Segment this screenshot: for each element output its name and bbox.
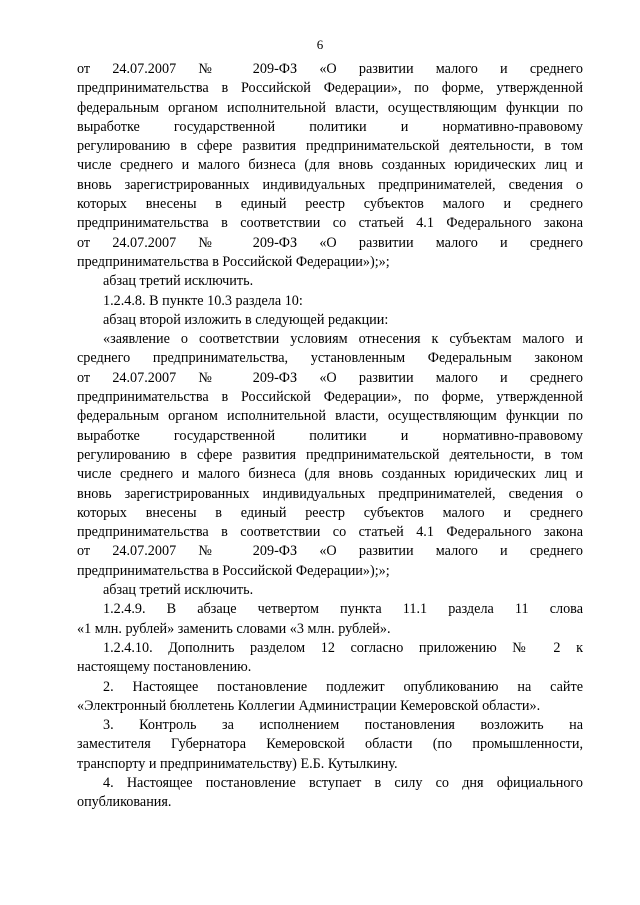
text-line: «заявление о соответствии условиям отнесения к субъектам малого и — [103, 331, 583, 348]
text-line: 3. Контроль за исполнением постановления возложить на — [103, 717, 583, 734]
text-line: регулированию в сфере развития предпринимательской деятельности, в том — [77, 446, 583, 463]
text-line: федеральным органом исполнительной власти, осуществляющим функции по — [77, 99, 583, 116]
text-line: 1.2.4.10. Дополнить разделом 12 согласно приложению № 2 к — [103, 639, 583, 656]
text-line: абзац третий исключить. — [103, 273, 254, 290]
text-line: регулированию в сфере развития предпринимательской деятельности, в том — [77, 138, 583, 155]
text-line: предпринимательства в Российской Федерации»);»; — [77, 562, 390, 579]
text-line: от 24.07.2007 № 209-ФЗ «О развитии малого и среднего — [77, 543, 583, 560]
text-line: транспорту и предпринимательству) Е.Б. Кутылкину. — [77, 755, 398, 772]
text-line: среднего предпринимательства, установленным Федеральным законом — [77, 350, 583, 367]
text-line: выработке государственной политики и нормативно-правовому — [77, 427, 583, 444]
text-line: числе среднего и малого бизнеса (для вновь созданных юридических лиц и — [77, 157, 583, 174]
text-line: федеральным органом исполнительной власти, осуществляющим функции по — [77, 408, 583, 425]
text-line: опубликования. — [77, 794, 172, 811]
text-line: 2. Настоящее постановление подлежит опубликованию на сайте — [103, 678, 583, 695]
text-line: от 24.07.2007 № 209-ФЗ «О развитии малого и среднего — [77, 234, 583, 251]
text-line: 4. Настоящее постановление вступает в силу со дня официального — [103, 774, 583, 791]
text-line: от 24.07.2007 № 209-ФЗ «О развитии малого и среднего — [77, 369, 583, 386]
text-line: предпринимательства в Российской Федерации», по форме, утвержденной — [77, 389, 583, 406]
text-line: предпринимательства в соответствии со статьей 4.1 Федерального закона — [77, 524, 583, 541]
text-line: вновь зарегистрированных индивидуальных предпринимателей, сведения о — [77, 176, 583, 193]
text-line: предпринимательства в соответствии со статьей 4.1 Федерального закона — [77, 215, 583, 232]
page-number: 6 — [316, 37, 324, 52]
text-line: числе среднего и малого бизнеса (для вновь созданных юридических лиц и — [77, 466, 583, 483]
text-line: абзац второй изложить в следующей редакции: — [103, 311, 389, 328]
text-line: 1.2.4.8. В пункте 10.3 раздела 10: — [103, 292, 303, 309]
text-line: предпринимательства в Российской Федерации»);»; — [77, 253, 390, 270]
text-line: «Электронный бюллетень Коллегии Администрации Кемеровской области». — [77, 697, 541, 714]
text-line: предпринимательства в Российской Федерации», по форме, утвержденной — [77, 80, 583, 97]
document-body — [77, 60, 583, 813]
text-line: абзац третий исключить. — [103, 582, 254, 599]
text-line: настоящему постановлению. — [77, 659, 252, 676]
text-line: «1 млн. рублей» заменить словами «3 млн. рублей». — [77, 620, 391, 637]
text-line: выработке государственной политики и нормативно-правовому — [77, 118, 583, 135]
text-line: от 24.07.2007 № 209-ФЗ «О развитии малого и среднего — [77, 61, 583, 77]
text-line: 1.2.4.9. В абзаце четвертом пункта 11.1 раздела 11 слова — [103, 601, 583, 618]
text-line: вновь зарегистрированных индивидуальных предпринимателей, сведения о — [77, 485, 583, 502]
text-line: заместителя Губернатора Кемеровской области (по промышленности, — [77, 736, 583, 753]
text-line: которых внесены в единый реестр субъектов малого и среднего — [77, 196, 583, 213]
text-line: которых внесены в единый реестр субъектов малого и среднего — [77, 504, 583, 521]
